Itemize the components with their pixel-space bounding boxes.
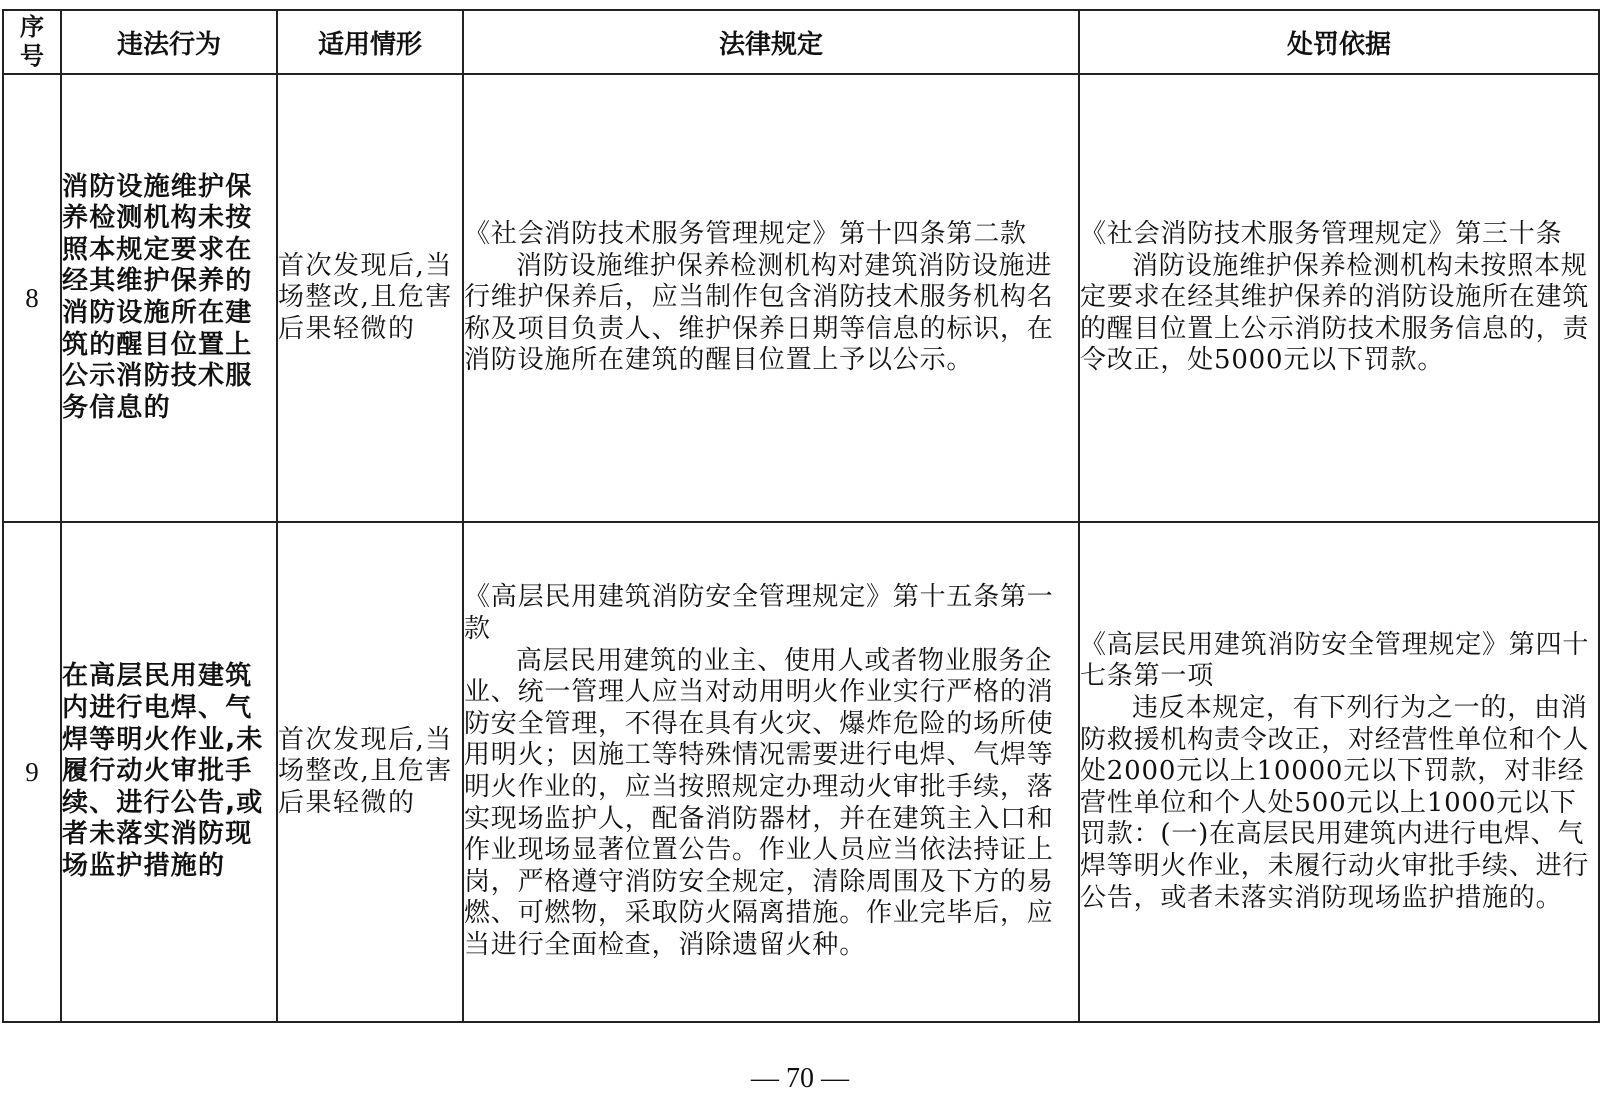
seq-header xyxy=(3,10,61,74)
row-law xyxy=(463,74,1079,522)
row-basis xyxy=(1079,522,1599,1022)
row-scenario: 首次发现后,当场整改,且危害后果轻微的 xyxy=(277,74,463,522)
row-violation: 在高层民用建筑内进行电焊、气焊等明火作业,未履行动火审批手续、进行公告,或者未落实消防现场监护措施的 xyxy=(61,522,277,1022)
row-basis xyxy=(1079,74,1599,522)
row-law xyxy=(463,522,1079,1022)
basis-text: 违反本规定，有下列行为之一的，由消防救援机构责令改正，对经营性单位和个人处2000元以上10000元以下罚款，对非经营性单位和个人处500元以上1000元以下罚款：(一)在高层民用建筑内进行电焊、气焊等明火作业，未履行动火审批手续、进行公告，或者未落实消防现场监护措施的。 xyxy=(1080,693,1590,913)
law-text: 高层民用建筑的业主、使用人或者物业服务企业、统一管理人应当对动用明火作业实行严格的消防安全管理，不得在具有火灾、爆炸危险的场所使用明火；因施工等特殊情况需要进行电焊、气焊等明火作业的，应当按照规定办理动火审批手续，落实现场监护人，配备消防器材，并在建筑主入口和作业现场显著位置公告。作业人员应当依法持证上岗，严格遵守消防安全规定，清除周围及下方的易燃、可燃物，采取防火隔离措施。作业完毕后，应当进行全面检查，消除遗留火种。 xyxy=(464,645,1054,960)
row-seq: 9 xyxy=(3,522,61,1022)
violation-header: 违法行为 xyxy=(61,10,277,74)
row-scenario: 首次发现后,当场整改,且危害后果轻微的 xyxy=(277,522,463,1022)
header-row xyxy=(3,10,1599,74)
page-number: — 70 — xyxy=(751,1063,849,1094)
row-seq: 8 xyxy=(3,74,61,522)
table-row xyxy=(3,522,1599,1022)
basis-header: 处罚依据 xyxy=(1079,10,1599,74)
basis-text: 消防设施维护保养检测机构未按照本规定要求在经其维护保养的消防设施所在建筑的醒目位置上公示消防技术服务信息的，责令改正，处5000元以下罚款。 xyxy=(1080,250,1590,376)
basis-citation: 《社会消防技术服务管理规定》第三十条 xyxy=(1080,219,1563,250)
law-citation: 《高层民用建筑消防安全管理规定》第十五条第一款 xyxy=(464,582,1054,645)
scenario-header: 适用情形 xyxy=(277,10,463,74)
law-text: 消防设施维护保养检测机构对建筑消防设施进行维护保养后，应当制作包含消防技术服务机构名称及项目负责人、维护保养日期等信息的标识，在消防设施所在建筑的醒目位置上予以公示。 xyxy=(464,250,1054,376)
row-violation: 消防设施维护保养检测机构未按照本规定要求在经其维护保养的消防设施所在建筑的醒目位置上公示消防技术服务信息的 xyxy=(61,74,277,522)
table-row xyxy=(3,74,1599,522)
law-citation: 《社会消防技术服务管理规定》第十四条第二款 xyxy=(464,219,1027,250)
basis-citation: 《高层民用建筑消防安全管理规定》第四十七条第一项 xyxy=(1080,629,1590,692)
regulation-table xyxy=(2,9,1600,1023)
seq-header-line1: 序 xyxy=(20,13,44,41)
seq-header-line2: 号 xyxy=(20,42,44,70)
law-header: 法律规定 xyxy=(463,10,1079,74)
